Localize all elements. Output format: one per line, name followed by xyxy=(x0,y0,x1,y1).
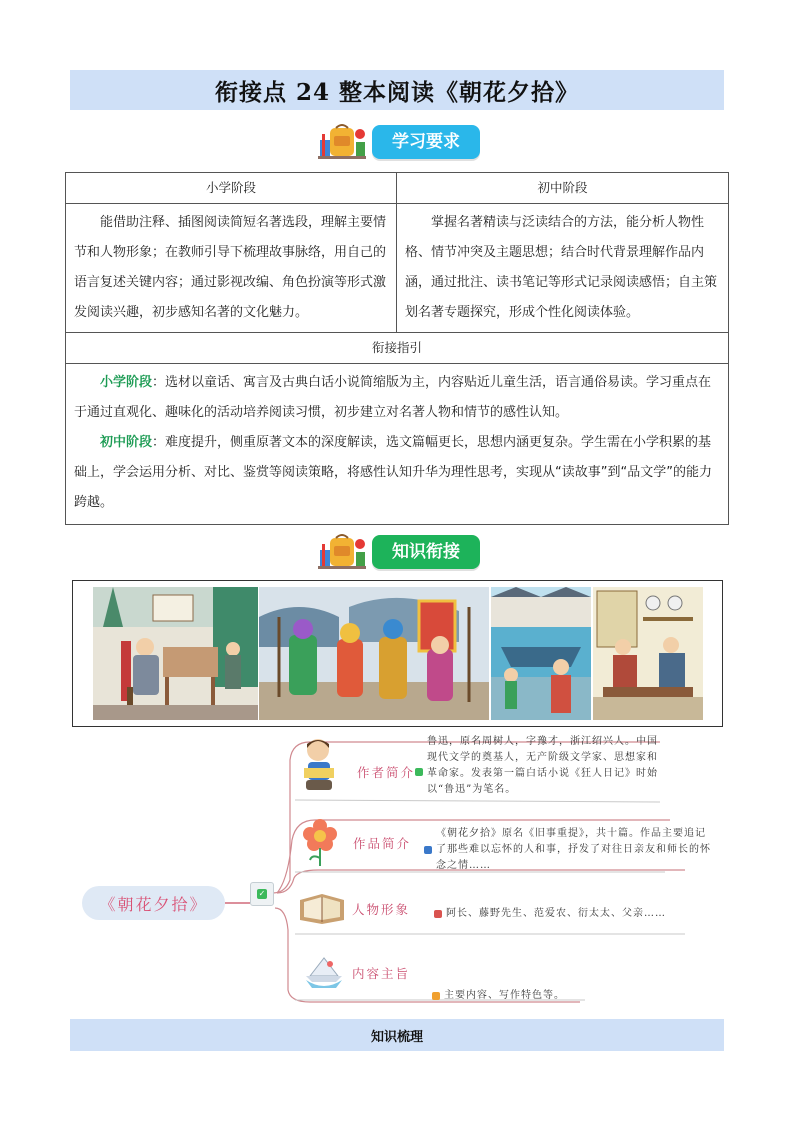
requirements-table xyxy=(65,172,729,525)
col-header-middle: 初中阶段 xyxy=(397,173,729,204)
author-intro-text: 鲁迅，原名周树人，字豫才，浙江绍兴人。中国现代文学的奠基人，无产阶级文学家、思想家和革命家。发表第一篇白话小说《狂人日记》时始以“鲁迅”为笔名。 xyxy=(427,736,658,795)
school-supplies-icon xyxy=(316,122,368,162)
branch-text-author xyxy=(427,734,667,798)
boy-reading-icon xyxy=(296,736,342,796)
branch-label-work: 作品简介 xyxy=(353,836,412,851)
paper-boat-icon xyxy=(302,952,346,992)
mind-map-center: 《朝花夕拾》 xyxy=(82,886,225,920)
col-header-primary: 小学阶段 xyxy=(66,173,397,204)
page-title: 衔接点 24 整本阅读《朝花夕拾》 xyxy=(214,78,580,106)
middle-requirements: 掌握名著精读与泛读结合的方法，能分析人物性格、情节冲突及主题思想；结合时代背景理解作品内涵，通过批注、读书笔记等形式记录阅读感悟；自主策划名著专题探究，形成个性化阅读体验。 xyxy=(397,204,729,333)
bullet-icon xyxy=(432,992,440,1000)
check-mark-icon: ✓ xyxy=(258,889,266,898)
guide-middle-text: ：难度提升，侧重原著文本的深度解读，选文篇幅更长，思想内涵更复杂。学生需在小学积累的基础上，学会运用分析、对比、鉴赏等阅读策略，将感性认知升华为理性思考，实现从“读故事”到“品文学”的能力跨越。 xyxy=(74,435,712,510)
illustration-opera-parade xyxy=(259,587,489,720)
section-label-knowledge: 知识衔接 xyxy=(372,535,480,569)
guide-middle-lead: 初中阶段 xyxy=(100,435,153,450)
flower-icon xyxy=(302,818,338,868)
branch-label-theme: 内容主旨 xyxy=(352,966,411,981)
bullet-icon xyxy=(434,910,442,918)
section-label-requirements: 学习要求 xyxy=(372,125,480,159)
characters-text: 阿长、藤野先生、范爱农、衍太太、父亲…… xyxy=(446,908,666,919)
branch-label-characters: 人物形象 xyxy=(352,902,411,917)
guide-primary-lead: 小学阶段 xyxy=(100,375,153,390)
illustration-anatomy-lab xyxy=(593,587,703,720)
checkbox-icon xyxy=(250,882,274,906)
mind-map xyxy=(70,730,720,1010)
book-icon xyxy=(298,890,346,926)
illustration-boat-town xyxy=(491,587,591,720)
branch-text-characters xyxy=(446,906,686,922)
footer-section-title: 知识梳理 xyxy=(370,1029,423,1045)
guide-middle-paragraph xyxy=(74,428,720,518)
bullet-icon xyxy=(424,846,432,854)
title-bar xyxy=(70,70,724,110)
illustration-reading-room xyxy=(93,587,258,720)
guide-primary-paragraph xyxy=(74,368,720,428)
guide-body xyxy=(66,364,729,525)
section-header-knowledge xyxy=(316,532,480,572)
branch-text-work xyxy=(436,826,711,874)
footer-section-bar xyxy=(70,1019,724,1051)
bullet-icon xyxy=(415,768,423,776)
branch-label-author: 作者简介 xyxy=(357,765,416,780)
section-header-requirements xyxy=(316,122,480,162)
theme-text: 主要内容、写作特色等。 xyxy=(444,990,565,1001)
work-intro-text: 《朝花夕拾》原名《旧事重提》，共十篇。作品主要追记了那些难以忘怀的人和事，抒发了对往日亲友和师长的怀念之情…… xyxy=(436,828,711,871)
school-supplies-icon xyxy=(316,532,368,572)
illustration-strip xyxy=(72,580,723,727)
guide-header: 衔接指引 xyxy=(66,333,729,364)
branch-text-theme xyxy=(444,988,644,1004)
guide-primary-text: ：选材以童话、寓言及古典白话小说简缩版为主，内容贴近儿童生活，语言通俗易读。学习重点在于通过直观化、趣味化的活动培养阅读习惯，初步建立对名著人物和情节的感性认知。 xyxy=(74,375,712,420)
primary-requirements: 能借助注释、插图阅读简短名著选段，理解主要情节和人物形象；在教师引导下梳理故事脉络，用自己的语言复述关键内容；通过影视改编、角色扮演等形式激发阅读兴趣，初步感知名著的文化魅力。 xyxy=(66,204,397,333)
